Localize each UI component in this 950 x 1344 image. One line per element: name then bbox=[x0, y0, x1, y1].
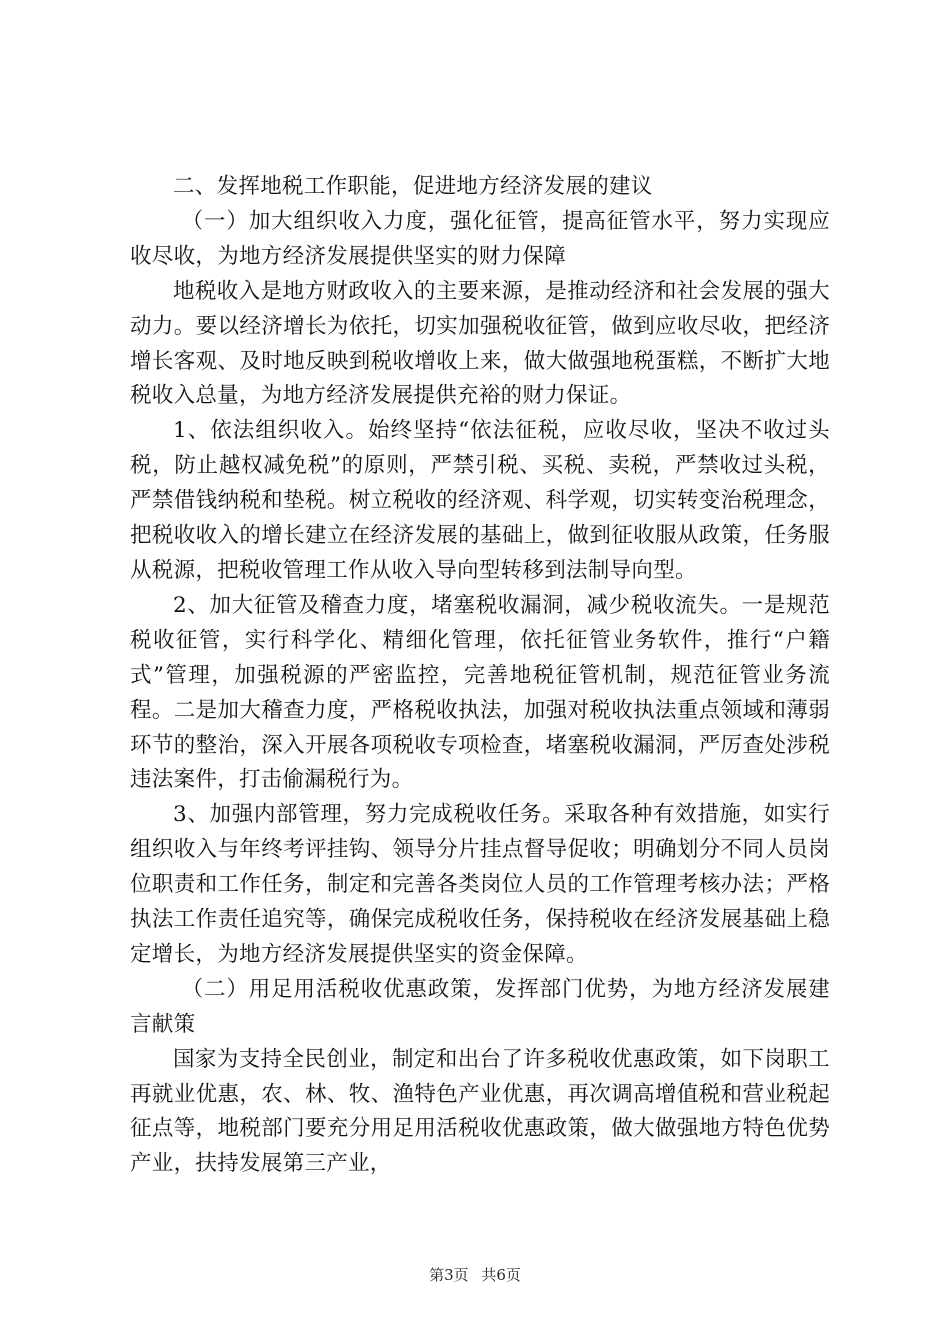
page-number: 第3页 bbox=[429, 1266, 469, 1284]
body-paragraph: 国家为支持全民创业，制定和出台了许多税收优惠政策，如下岗职工再就业优惠，农、林、牧、渔特色产业优惠，再次调高增值税和营业税起征点等，地税部门要充分用足用活税收优惠政策，做大做强地方特色优势产业，扶持发展第三产业， bbox=[130, 1046, 830, 1177]
subsection-heading-2: （二）用足用活税收优惠政策，发挥部门优势，为地方经济发展建言献策 bbox=[130, 976, 830, 1037]
page-footer bbox=[0, 1265, 950, 1285]
body-paragraph: 地税收入是地方财政收入的主要来源，是推动经济和社会发展的强大动力。要以经济增长为依托，切实加强税收征管，做到应收尽收，把经济增长客观、及时地反映到税收增收上来，做大做强地税蛋糕，不断扩大地税收入总量，为地方经济发展提供充裕的财力保证。 bbox=[130, 278, 830, 409]
section-heading: 二、发挥地税工作职能，促进地方经济发展的建议 bbox=[173, 174, 653, 199]
list-item-2: 2、加大征管及稽查力度，堵塞税收漏洞，减少税收流失。一是规范税收征管，实行科学化、精细化管理，依托征管业务软件，推行“户籍式”管理，加强税源的严密监控，完善地税征管机制，规范征管业务流程。二是加大稽查力度，严格税收执法，加强对税收执法重点领域和薄弱环节的整治，深入开展各项税收专项检查，堵塞税收漏洞，严厉查处涉税违法案件，打击偷漏税行为。 bbox=[130, 592, 830, 793]
document-body bbox=[130, 170, 830, 1182]
list-item-1: 1、依法组织收入。始终坚持“依法征税，应收尽收，坚决不收过头税，防止越权减免税”的原则，严禁引税、买税、卖税，严禁收过头税，严禁借钱纳税和垫税。树立税收的经济观、科学观，切实转变治税理念，把税收收入的增长建立在经济发展的基础上，做到征收服从政策，任务服从税源，把税收管理工作从收入导向型转移到法制导向型。 bbox=[130, 418, 830, 583]
page-total: 共6页 bbox=[481, 1266, 521, 1284]
subsection-heading-1: （一）加大组织收入力度，强化征管，提高征管水平，努力实现应收尽收，为地方经济发展提供坚实的财力保障 bbox=[130, 208, 830, 269]
list-item-3: 3、加强内部管理，努力完成税收任务。采取各种有效措施，如实行组织收入与年终考评挂钩、领导分片挂点督导促收；明确划分不同人员岗位职责和工作任务，制定和完善各类岗位人员的工作管理考核办法；严格执法工作责任追究等，确保完成税收任务，保持税收在经济发展基础上稳定增长，为地方经济发展提供坚实的资金保障。 bbox=[130, 802, 830, 967]
